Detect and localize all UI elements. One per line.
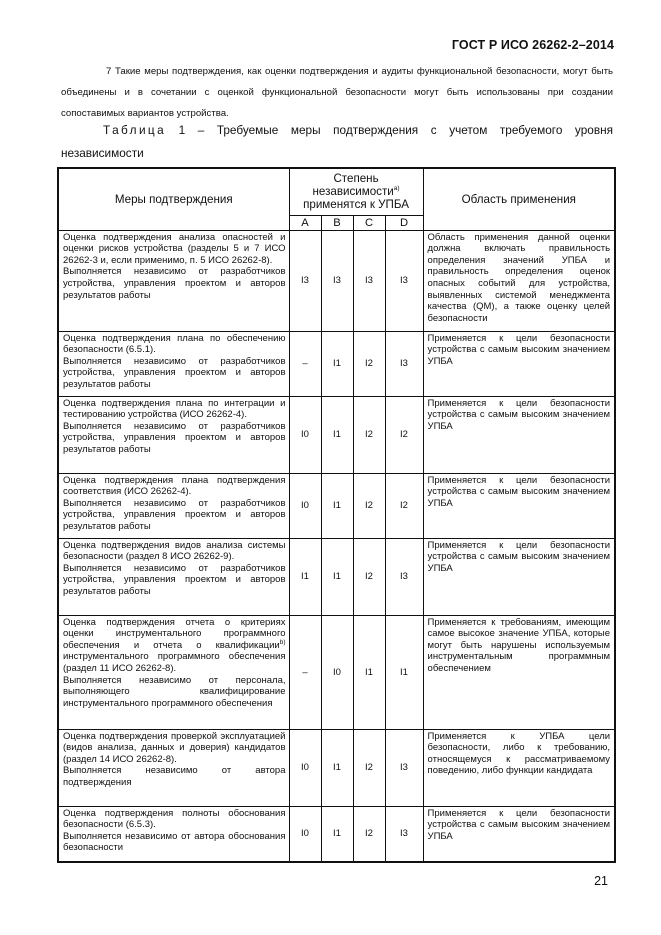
header-independence-degree (289, 168, 423, 215)
scope-cell: Применяется к цели безопасности устройства с самым высоким значением УПБА (423, 473, 615, 538)
table-row (58, 806, 615, 862)
independence-level-b: I0 (321, 615, 353, 729)
measure-executor: Выполняется независимо от разработчиков устройства, управления проектом и авторов результатов работы (63, 420, 286, 456)
table-row (58, 538, 615, 615)
header-level-c: C (353, 215, 385, 230)
table-row (58, 331, 615, 396)
independence-level-d: I3 (385, 331, 423, 396)
note-paragraph: 7 Такие меры подтверждения, как оценки подтверждения и аудиты функциональной безопасности, могут быть объединены и в сочетании с оценкой функциональной безопасности могут быть использованы при создании сопоставимых вариантов устройства. (61, 66, 613, 120)
measure-title: Оценка подтверждения видов анализа системы безопасности (раздел 8 ИСО 26262-9). (63, 539, 286, 563)
independence-level-b: I1 (321, 729, 353, 806)
independence-level-a: I1 (289, 538, 321, 615)
header-degree-word: независимости (312, 185, 394, 199)
header-degree-line2 (290, 185, 423, 198)
scope-cell: Область применения данной оценки должна включать правильность определения значений УПБА и правильность определения оценок опасных событий для устройства, выявленных системой менеджмента качества (QM), а также оценку целей безопасности (423, 230, 615, 331)
independence-level-d: I2 (385, 473, 423, 538)
footnote-a-marker: а) (393, 185, 400, 193)
independence-level-b: I3 (321, 230, 353, 331)
independence-level-a: I0 (289, 729, 321, 806)
measure-executor: Выполняется независимо от персонала, выполняющего квалифицирование инструментального программного обеспечения (63, 674, 286, 710)
header-scope: Область применения (423, 168, 615, 230)
independence-level-c: I2 (353, 331, 385, 396)
measure-text (63, 475, 286, 498)
independence-level-c: I2 (353, 729, 385, 806)
independence-level-a: – (289, 331, 321, 396)
table-caption-label: Таблица (103, 123, 167, 137)
measure-text (63, 808, 286, 831)
independence-level-b: I1 (321, 396, 353, 473)
measure-executor: Выполняется независимо от автора обоснования безопасности (63, 830, 286, 854)
measure-title: Оценка подтверждения плана подтверждения соответствия (ИСО 26262-4). (63, 474, 286, 498)
measure-cell (58, 615, 289, 729)
scope-cell: Применяется к цели безопасности устройства с самым высоким значением УПБА (423, 538, 615, 615)
table-row (58, 396, 615, 473)
scope-cell: Применяется к цели безопасности устройства с самым высоким значением УПБА (423, 396, 615, 473)
scope-cell: Применяется к требованиям, имеющим самое высокое значение УПБА, которые могут быть нарушены используемым инструментальным программным обеспечением (423, 615, 615, 729)
independence-level-c: I2 (353, 538, 385, 615)
independence-level-d: I3 (385, 729, 423, 806)
measure-title: Оценка подтверждения плана по обеспечению безопасности (6.5.1). (63, 332, 286, 356)
measure-cell (58, 396, 289, 473)
measure-text (63, 398, 286, 421)
scope-cell: Применяется к цели безопасности устройства с самым высоким значением УПБА (423, 806, 615, 862)
independence-level-d: I3 (385, 538, 423, 615)
header-level-a: A (289, 215, 321, 230)
measure-cell (58, 331, 289, 396)
independence-level-d: I1 (385, 615, 423, 729)
measure-cell (58, 538, 289, 615)
independence-level-c: I1 (353, 615, 385, 729)
independence-level-a: I0 (289, 473, 321, 538)
table-row (58, 729, 615, 806)
scope-cell: Применяется к цели безопасности устройства с самым высоким значением УПБА (423, 331, 615, 396)
measure-cell (58, 806, 289, 862)
document-header: ГОСТ Р ИСО 26262-2–2014 (451, 38, 614, 52)
table-caption (61, 119, 613, 164)
page-number: 21 (594, 874, 608, 888)
measure-text (63, 617, 286, 675)
measure-executor: Выполняется независимо от разработчиков устройства, управления проектом и авторов результатов работы (63, 355, 286, 391)
independence-level-a: I0 (289, 806, 321, 862)
header-degree-line1: Степень (333, 172, 379, 186)
independence-level-a: – (289, 615, 321, 729)
independence-level-c: I3 (353, 230, 385, 331)
header-degree-line3: применятся к УПБА (303, 198, 409, 212)
independence-level-b: I1 (321, 806, 353, 862)
independence-level-b: I1 (321, 331, 353, 396)
independence-level-d: I2 (385, 396, 423, 473)
measure-text (63, 731, 286, 766)
confirmation-measures-table (57, 167, 616, 863)
table-row (58, 230, 615, 331)
table-row (58, 615, 615, 729)
measure-text (63, 232, 286, 267)
independence-level-b: I1 (321, 473, 353, 538)
measure-title-tail: инструментального программного обеспечения (раздел 11 ИСО 26262-8). (63, 651, 286, 675)
independence-level-d: I3 (385, 806, 423, 862)
independence-level-a: I0 (289, 396, 321, 473)
independence-level-a: I3 (289, 230, 321, 331)
table-row (58, 473, 615, 538)
table-caption-text: 1 – Требуемые меры подтверждения с учетом требуемого уровня независимости (61, 123, 613, 160)
measure-cell (58, 473, 289, 538)
independence-level-b: I1 (321, 538, 353, 615)
measure-title: Оценка подтверждения проверкой эксплуатацией (видов анализа, данных и доверия) кандидатов (раздел 14 ИСО 26262-8). (63, 730, 286, 765)
independence-level-d: I3 (385, 230, 423, 331)
measure-executor: Выполняется независимо от автора подтверждения (63, 765, 286, 789)
independence-level-c: I2 (353, 806, 385, 862)
measure-text (63, 333, 286, 356)
measure-executor: Выполняется независимо от разработчиков устройства, управления проектом и авторов результатов работы (63, 266, 286, 301)
measure-title: Оценка подтверждения отчета о критериях оценки инструментального программного обеспечения и отчета о квалификации (63, 616, 286, 651)
footnote-b-marker: b) (279, 638, 286, 646)
measure-text (63, 540, 286, 563)
header-level-d: D (385, 215, 423, 230)
scope-cell: Применяется к УПБА цели безопасности, либо к требованию, относящемуся к рассматриваемому поведению, либо функции кандидата (423, 729, 615, 806)
measure-cell (58, 230, 289, 331)
independence-level-c: I2 (353, 396, 385, 473)
measure-executor: Выполняется независимо от разработчиков устройства, управления проектом и авторов результатов работы (63, 562, 286, 598)
measure-title: Оценка подтверждения анализа опасностей и оценки рисков устройства (разделы 5 и 7 ИСО 26262-3 и, если применимо, п. 5 ИСО 26262-8). (63, 231, 286, 266)
header-level-b: B (321, 215, 353, 230)
independence-level-c: I2 (353, 473, 385, 538)
measure-title: Оценка подтверждения полноты обоснования безопасности (6.5.3). (63, 807, 286, 831)
measure-cell (58, 729, 289, 806)
header-measures: Меры подтверждения (58, 168, 289, 230)
measure-executor: Выполняется независимо от разработчиков устройства, управления проектом и авторов результатов работы (63, 497, 286, 533)
measure-title: Оценка подтверждения плана по интеграции и тестированию устройства (ИСО 26262-4). (63, 397, 286, 421)
